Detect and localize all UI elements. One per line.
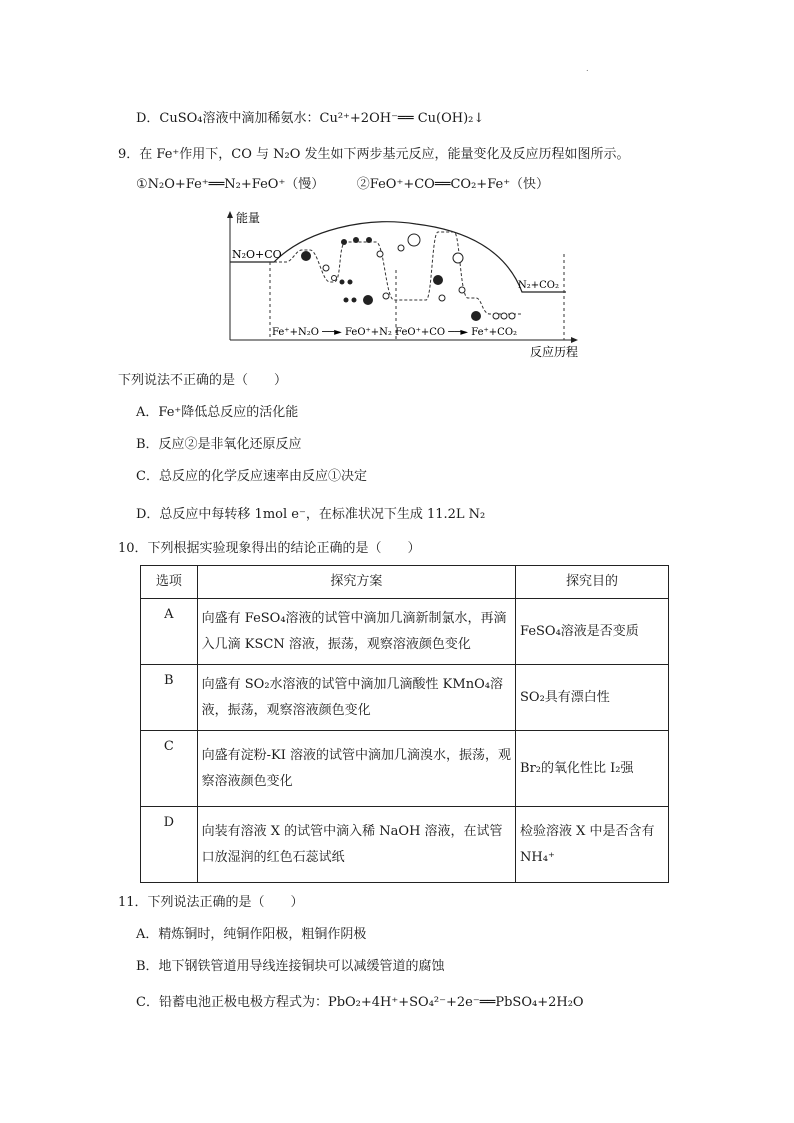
molecule-dot — [439, 295, 445, 301]
q9-option-d: D．总反应中每转移 1mol e⁻，在标准状况下生成 11.2L N₂ — [136, 507, 486, 522]
molecule-dot — [459, 287, 465, 293]
q9-prompt: 下列说法不正确的是（ ） — [118, 373, 288, 388]
row-plan: 向盛有 FeSO₄溶液的试管中滴加几滴新制氯水，再滴入几滴 KSCN 溶液，振荡，观察溶液颜色变化 — [197, 599, 515, 665]
table-header-row — [141, 566, 669, 599]
row-option: B — [141, 665, 198, 731]
molecule-dot — [301, 251, 311, 261]
molecule-dot — [453, 253, 463, 263]
molecule-dot — [341, 239, 347, 245]
stage-label: Fe⁺+N₂O ──► FeO⁺+N₂ FeO⁺+CO ──► Fe⁺+CO₂ — [272, 327, 518, 338]
molecule-dot — [340, 280, 345, 285]
molecule-dot — [493, 313, 499, 319]
molecule-dot — [348, 280, 353, 285]
row-plan: 向盛有 SO₂水溶液的试管中滴加几滴酸性 KMnO₄溶液，振荡，观察溶液颜色变化 — [197, 665, 515, 731]
q9-reactions: ①N₂O+Fe⁺══N₂+FeO⁺（慢） ②FeO⁺+CO══CO₂+Fe⁺（快） — [136, 177, 550, 192]
q10-stem: 10．下列根据实验现象得出的结论正确的是（ ） — [118, 541, 421, 556]
molecule-dot — [366, 237, 372, 243]
decorative-dot: . — [586, 64, 589, 73]
header-plan: 探究方案 — [197, 566, 515, 599]
experiment-table — [140, 565, 669, 883]
molecule-dot — [377, 251, 383, 257]
row-goal: SO₂具有漂白性 — [516, 665, 669, 731]
table-row — [141, 599, 669, 665]
molecule-dot — [509, 313, 515, 319]
end-label: N₂+CO₂ — [518, 280, 559, 291]
q8-option-d: D．CuSO₄溶液中滴加稀氨水：Cu²⁺+2OH⁻══ Cu(OH)₂↓ — [136, 111, 485, 126]
molecule-dot — [408, 234, 420, 246]
q9-stem: 9．在 Fe⁺作用下，CO 与 N₂O 发生如下两步基元反应，能量变化及反应历程如图所示。 — [118, 147, 630, 162]
q9-option-c: C．总反应的化学反应速率由反应①决定 — [136, 469, 367, 484]
molecule-dot — [352, 298, 357, 303]
molecule-dot — [501, 313, 507, 319]
start-label: N₂O+CO — [232, 248, 282, 261]
header-option: 选项 — [141, 566, 198, 599]
q9-option-b: B．反应②是非氧化还原反应 — [136, 437, 302, 452]
row-plan: 向装有溶液 X 的试管中滴入稀 NaOH 溶液，在试管口放湿润的红色石蕊试纸 — [197, 807, 515, 883]
molecule-dot — [471, 311, 481, 321]
table-row — [141, 665, 669, 731]
q11-option-b: B．地下钢铁管道用导线连接铜块可以减缓管道的腐蚀 — [136, 959, 445, 974]
x-axis-label: 反应历程 — [530, 345, 579, 358]
energy-profile-chart — [226, 210, 591, 358]
row-option: A — [141, 599, 198, 665]
table-row — [141, 807, 669, 883]
q11-stem: 11．下列说法正确的是（ ） — [118, 895, 304, 910]
molecule-dot — [332, 276, 337, 281]
row-goal: FeSO₄溶液是否变质 — [516, 599, 669, 665]
y-axis-arrow — [227, 211, 233, 218]
header-goal: 探究目的 — [516, 566, 669, 599]
row-option: C — [141, 731, 198, 807]
molecule-dot — [344, 298, 349, 303]
molecule-dot — [433, 275, 443, 285]
row-option: D — [141, 807, 198, 883]
molecule-dot — [323, 265, 329, 271]
q11-option-a: A．精炼铜时，纯铜作阳极，粗铜作阴极 — [136, 927, 367, 942]
row-goal: 检验溶液 X 中是否含有 NH₄⁺ — [516, 807, 669, 883]
q9-option-a: A．Fe⁺降低总反应的活化能 — [136, 405, 299, 420]
molecule-dot — [363, 295, 373, 305]
molecule-dot — [353, 237, 359, 243]
molecule-dot — [383, 293, 389, 299]
molecule-dot — [398, 245, 404, 251]
y-axis-label: 能量 — [236, 211, 261, 225]
catalyzed-path — [274, 232, 522, 314]
x-axis-arrow — [571, 337, 578, 343]
row-goal: Br₂的氧化性比 I₂强 — [516, 731, 669, 807]
q11-option-c: C．铅蓄电池正极电极方程式为：PbO₂+4H⁺+SO₄²⁻+2e⁻══PbSO₄+2H₂O — [136, 995, 584, 1010]
row-plan: 向盛有淀粉-KI 溶液的试管中滴加几滴溴水，振荡，观察溶液颜色变化 — [197, 731, 515, 807]
table-row — [141, 731, 669, 807]
